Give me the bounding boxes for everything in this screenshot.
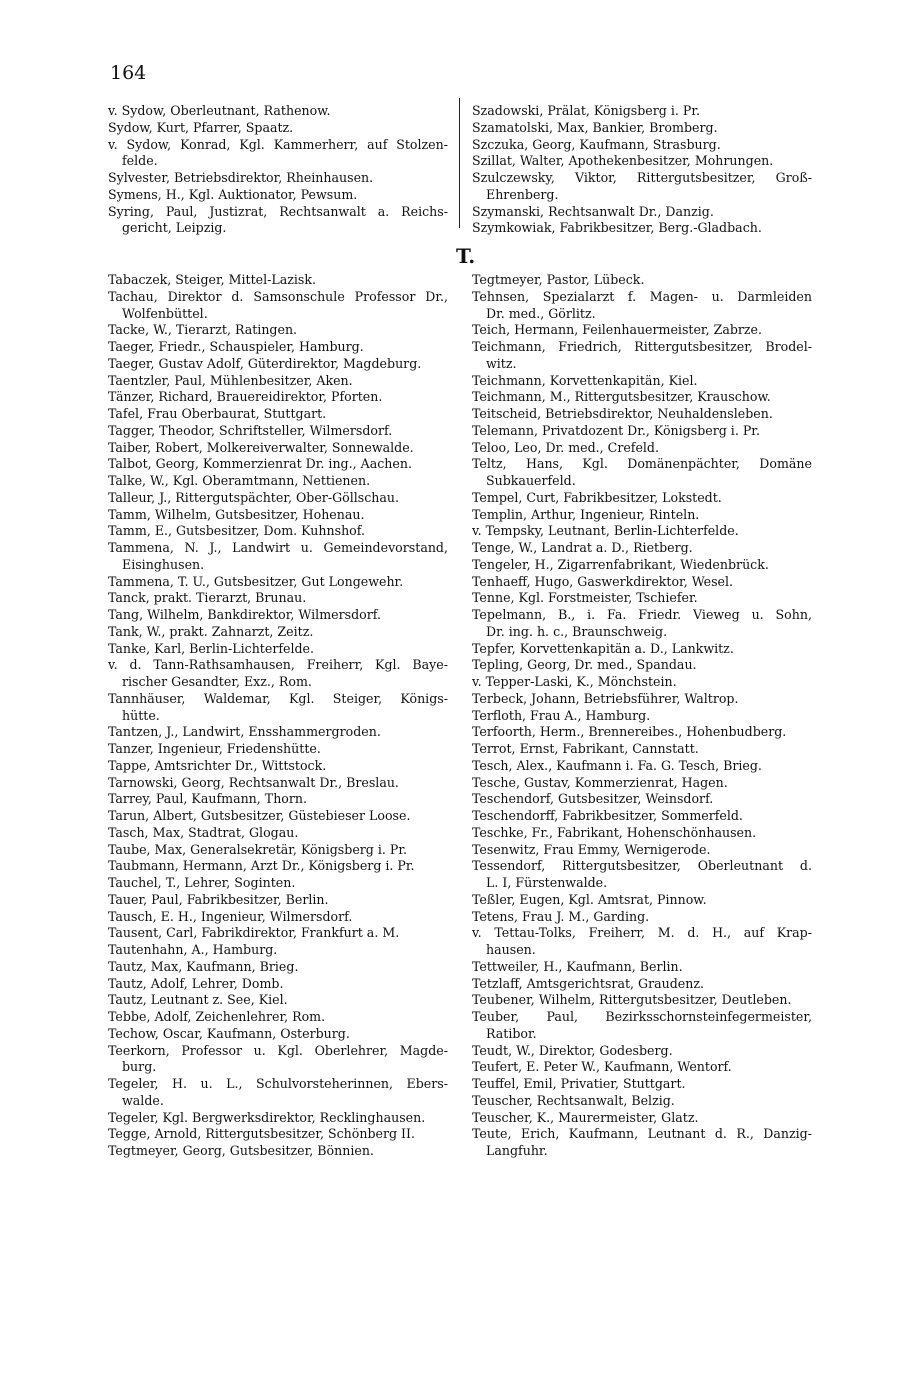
directory-entry xyxy=(108,1009,448,1026)
entry-line: Tempel, Curt, Fabrikbesitzer, Lokstedt. xyxy=(472,489,722,505)
entry-line: Tautz, Adolf, Lehrer, Domb. xyxy=(108,975,284,991)
directory-entry xyxy=(108,1043,448,1077)
section-heading: T. xyxy=(456,244,476,268)
entry-line: Telemann, Privatdozent Dr., Königsberg i. Pr. xyxy=(472,422,760,438)
directory-entry xyxy=(108,657,448,691)
entry-line: Teufert, E. Peter W., Kaufmann, Wentorf. xyxy=(472,1059,732,1075)
directory-column-top-left xyxy=(108,103,448,237)
directory-entry xyxy=(108,406,448,423)
directory-entry xyxy=(472,220,812,237)
directory-entry xyxy=(108,992,448,1009)
entry-continuation-line: walde. xyxy=(122,1092,164,1108)
entry-line: Tenhaeff, Hugo, Gaswerkdirektor, Wesel. xyxy=(472,573,734,589)
entry-line: Taeger, Friedr., Schauspieler, Hamburg. xyxy=(108,339,364,354)
entry-continuation-line: felde. xyxy=(122,153,158,169)
entry-line: Syring, Paul, Justizrat, Rechtsanwalt a. Reichs- xyxy=(108,203,448,219)
directory-entry xyxy=(108,775,448,792)
directory-entry xyxy=(472,440,812,457)
entry-line: Tausent, Carl, Fabrikdirektor, Frankfurt a. M. xyxy=(108,925,400,941)
directory-entry xyxy=(108,204,448,238)
entry-line: Tautenhahn, A., Hamburg. xyxy=(108,942,278,957)
entry-line: Teichmann, Friedrich, Rittergutsbesitzer, Brodel- xyxy=(472,339,812,354)
directory-entry xyxy=(108,691,448,725)
entry-line: Teich, Hermann, Feilenhauermeister, Zabrze. xyxy=(472,322,763,338)
directory-column-t-right xyxy=(472,272,812,1160)
directory-entry xyxy=(108,892,448,909)
directory-entry xyxy=(108,1110,448,1127)
entry-line: Taentzler, Paul, Mühlenbesitzer, Aken. xyxy=(108,372,353,388)
directory-entry xyxy=(108,641,448,658)
entry-line: v. Sydow, Oberleutnant, Rathenow. xyxy=(108,103,331,118)
directory-entry xyxy=(472,992,812,1009)
entry-continuation-line: Subkauerfeld. xyxy=(486,473,576,488)
entry-line: Teute, Erich, Kaufmann, Leutnant d. R., Danzig- xyxy=(472,1126,812,1142)
entry-line: Tacke, W., Tierarzt, Ratingen. xyxy=(108,322,298,338)
directory-entry xyxy=(472,1076,812,1093)
directory-entry xyxy=(108,170,448,187)
directory-entry xyxy=(108,942,448,959)
directory-entry xyxy=(108,540,448,574)
directory-entry xyxy=(108,339,448,356)
directory-entry xyxy=(472,691,812,708)
directory-entry xyxy=(472,153,812,170)
entry-line: Tegtmeyer, Pastor, Lübeck. xyxy=(472,272,645,287)
entry-line: Tafel, Frau Oberbaurat, Stuttgart. xyxy=(108,406,327,421)
entry-line: Terfloth, Frau A., Hamburg. xyxy=(472,707,651,723)
entry-continuation-line: Dr. med., Görlitz. xyxy=(486,305,596,321)
directory-entry xyxy=(472,641,812,658)
entry-line: Templin, Arthur, Ingenieur, Rinteln. xyxy=(472,506,700,522)
directory-entry xyxy=(472,825,812,842)
directory-entry xyxy=(472,389,812,406)
directory-entry xyxy=(472,373,812,390)
directory-entry xyxy=(108,322,448,339)
directory-entry xyxy=(108,842,448,859)
directory-entry xyxy=(108,440,448,457)
entry-line: Teßler, Eugen, Kgl. Amtsrat, Pinnow. xyxy=(472,891,707,907)
directory-entry xyxy=(472,607,812,641)
entry-line: v. d. Tann-Rathsamhausen, Freiherr, Kgl. Baye- xyxy=(108,657,448,673)
entry-line: Szamatolski, Max, Bankier, Bromberg. xyxy=(472,119,718,135)
directory-entry xyxy=(472,858,812,892)
entry-line: Tesch, Alex., Kaufmann i. Fa. G. Tesch, Brieg. xyxy=(472,757,762,773)
directory-entry xyxy=(108,507,448,524)
directory-entry xyxy=(472,120,812,137)
directory-entry xyxy=(472,339,812,373)
directory-entry xyxy=(108,187,448,204)
entry-line: Tepfer, Korvettenkapitän a. D., Lankwitz. xyxy=(472,640,734,656)
entry-line: Tanck, prakt. Tierarzt, Brunau. xyxy=(108,590,307,606)
entry-line: Symens, H., Kgl. Auktionator, Pewsum. xyxy=(108,186,358,202)
entry-line: Szillat, Walter, Apothekenbesitzer, Mohrungen. xyxy=(472,153,774,169)
entry-line: Tepelmann, B., i. Fa. Friedr. Vieweg u. Sohn, xyxy=(472,607,812,622)
entry-line: Szymanski, Rechtsanwalt Dr., Danzig. xyxy=(472,203,714,219)
entry-line: Tegtmeyer, Georg, Gutsbesitzer, Bönnien. xyxy=(108,1143,374,1158)
directory-entry xyxy=(472,708,812,725)
directory-entry xyxy=(108,791,448,808)
directory-entry xyxy=(472,170,812,204)
entry-line: Tarrey, Paul, Kaufmann, Thorn. xyxy=(108,791,308,807)
entry-line: Tegeler, Kgl. Bergwerksdirektor, Recklinghausen. xyxy=(108,1109,426,1125)
entry-line: Teschendorf, Gutsbesitzer, Weinsdorf. xyxy=(472,791,714,807)
entry-line: Teltz, Hans, Kgl. Domänenpächter, Domäne xyxy=(472,456,812,472)
directory-entry xyxy=(472,892,812,909)
entry-line: Talleur, J., Rittergutspächter, Ober-Göllschau. xyxy=(108,489,400,505)
entry-line: Teuber, Paul, Bezirksschornsteinfegermeister, xyxy=(472,1009,812,1024)
directory-entry xyxy=(472,775,812,792)
entry-line: Teichmann, M., Rittergutsbesitzer, Krauschow. xyxy=(472,389,771,405)
entry-line: Tautz, Leutnant z. See, Kiel. xyxy=(108,992,288,1008)
entry-line: Talke, W., Kgl. Oberamtmann, Nettienen. xyxy=(108,473,371,488)
directory-entry xyxy=(472,456,812,490)
directory-entry xyxy=(108,574,448,591)
directory-entry xyxy=(108,1026,448,1043)
entry-line: Tannhäuser, Waldemar, Kgl. Steiger, Königs- xyxy=(108,690,448,706)
entry-line: Taiber, Robert, Molkereiverwalter, Sonnewalde. xyxy=(108,439,414,455)
entry-line: Sylvester, Betriebsdirektor, Rheinhausen. xyxy=(108,170,374,185)
directory-entry xyxy=(472,808,812,825)
directory-entry xyxy=(472,842,812,859)
entry-line: Terfoorth, Herm., Brennereibes., Hohenbudberg. xyxy=(472,724,787,740)
entry-line: Talbot, Georg, Kommerzienrat Dr. ing., Aachen. xyxy=(108,456,412,472)
entry-line: Teuffel, Emil, Privatier, Stuttgart. xyxy=(472,1076,686,1091)
entry-continuation-line: witz. xyxy=(486,355,517,371)
directory-entry xyxy=(472,758,812,775)
entry-line: Tebbe, Adolf, Zeichenlehrer, Rom. xyxy=(108,1009,326,1024)
directory-entry xyxy=(108,741,448,758)
entry-line: Taeger, Gustav Adolf, Güterdirektor, Magdeburg. xyxy=(108,355,422,371)
entry-continuation-line: hausen. xyxy=(486,942,536,957)
directory-entry xyxy=(472,791,812,808)
entry-continuation-line: gericht, Leipzig. xyxy=(122,220,227,236)
directory-entry xyxy=(108,808,448,825)
directory-entry xyxy=(108,1143,448,1160)
entry-line: Tänzer, Richard, Brauereidirektor, Pforten. xyxy=(108,389,383,405)
directory-entry xyxy=(472,925,812,959)
directory-column-top-right xyxy=(472,103,812,237)
entry-line: Taube, Max, Generalsekretär, Königsberg i. Pr. xyxy=(108,841,408,857)
entry-line: Tarun, Albert, Gutsbesitzer, Güstebieser Loose. xyxy=(108,808,411,823)
directory-entry xyxy=(108,758,448,775)
entry-line: Tautz, Max, Kaufmann, Brieg. xyxy=(108,958,299,974)
directory-entry xyxy=(472,674,812,691)
directory-entry xyxy=(108,607,448,624)
directory-column-t-left xyxy=(108,272,448,1160)
entry-line: Teschke, Fr., Fabrikant, Hohenschönhausen. xyxy=(472,824,757,840)
entry-line: Teerkorn, Professor u. Kgl. Oberlehrer, Magde- xyxy=(108,1042,448,1058)
entry-line: Szadowski, Prälat, Königsberg i. Pr. xyxy=(472,103,700,118)
entry-line: Teuscher, K., Maurermeister, Glatz. xyxy=(472,1109,699,1125)
entry-line: Teudt, W., Direktor, Godesberg. xyxy=(472,1042,673,1058)
directory-entry xyxy=(108,473,448,490)
directory-entry xyxy=(472,1009,812,1043)
entry-line: Teloo, Leo, Dr. med., Crefeld. xyxy=(472,439,659,455)
directory-entry xyxy=(472,976,812,993)
entry-line: Szulczewsky, Viktor, Rittergutsbesitzer, Groß- xyxy=(472,170,812,185)
directory-entry xyxy=(472,724,812,741)
entry-line: Tang, Wilhelm, Bankdirektor, Wilmersdorf. xyxy=(108,607,381,622)
directory-entry xyxy=(472,540,812,557)
entry-line: Tammena, N. J., Landwirt u. Gemeindevorstand, xyxy=(108,540,448,555)
entry-line: Tehnsen, Spezialarzt f. Magen- u. Darmleiden xyxy=(472,288,812,304)
directory-entry xyxy=(108,624,448,641)
entry-line: Tappe, Amtsrichter Dr., Wittstock. xyxy=(108,757,327,773)
directory-entry xyxy=(472,204,812,221)
page-number: 164 xyxy=(110,62,147,84)
directory-entry xyxy=(108,875,448,892)
directory-entry xyxy=(108,423,448,440)
entry-line: Sydow, Kurt, Pfarrer, Spaatz. xyxy=(108,119,294,135)
entry-line: v. Tempsky, Leutnant, Berlin-Lichterfelde. xyxy=(472,523,739,539)
directory-entry xyxy=(108,490,448,507)
directory-entry xyxy=(108,909,448,926)
directory-entry xyxy=(472,490,812,507)
entry-line: Tesche, Gustav, Kommerzienrat, Hagen. xyxy=(472,774,728,790)
directory-entry xyxy=(472,1093,812,1110)
entry-continuation-line: Wolfenbüttel. xyxy=(122,305,208,321)
entry-line: v. Tettau-Tolks, Freiherr, M. d. H., auf Krap- xyxy=(472,925,812,941)
entry-line: Terrot, Ernst, Fabrikant, Cannstatt. xyxy=(472,741,699,756)
entry-line: Tepling, Georg, Dr. med., Spandau. xyxy=(472,657,697,673)
entry-line: Taubmann, Hermann, Arzt Dr., Königsberg i. Pr. xyxy=(108,858,415,874)
directory-entry xyxy=(108,373,448,390)
directory-entry xyxy=(108,356,448,373)
directory-entry xyxy=(108,456,448,473)
entry-line: Teubener, Wilhelm, Rittergutsbesitzer, Deutleben. xyxy=(472,992,792,1008)
entry-line: Tenne, Kgl. Forstmeister, Tschiefer. xyxy=(472,590,698,606)
entry-line: Tanke, Karl, Berlin-Lichterfelde. xyxy=(108,640,315,656)
directory-entry xyxy=(472,289,812,323)
entry-continuation-line: rischer Gesandter, Exz., Rom. xyxy=(122,674,312,689)
directory-entry xyxy=(472,103,812,120)
entry-line: Tegge, Arnold, Rittergutsbesitzer, Schönberg II. xyxy=(108,1126,415,1142)
entry-line: Tausch, E. H., Ingenieur, Wilmersdorf. xyxy=(108,908,353,924)
entry-continuation-line: L. I, Fürstenwalde. xyxy=(486,875,608,890)
entry-line: Szczuka, Georg, Kaufmann, Strasburg. xyxy=(472,136,721,152)
directory-entry xyxy=(108,959,448,976)
entry-line: Szymkowiak, Fabrikbesitzer, Berg.-Gladbach. xyxy=(472,220,762,236)
directory-entry xyxy=(108,289,448,323)
entry-line: Tettweiler, H., Kaufmann, Berlin. xyxy=(472,958,683,974)
directory-entry xyxy=(108,523,448,540)
directory-entry xyxy=(472,657,812,674)
entry-line: Tabaczek, Steiger, Mittel-Lazisk. xyxy=(108,272,317,287)
directory-entry xyxy=(472,406,812,423)
entry-line: Tetzlaff, Amtsgerichtsrat, Graudenz. xyxy=(472,975,704,991)
entry-continuation-line: Dr. ing. h. c., Braunschweig. xyxy=(486,623,668,639)
directory-entry xyxy=(108,976,448,993)
entry-line: Tamm, E., Gutsbesitzer, Dom. Kuhnshof. xyxy=(108,523,365,539)
directory-entry xyxy=(472,322,812,339)
entry-line: Tauchel, T., Lehrer, Soginten. xyxy=(108,875,296,890)
directory-entry xyxy=(108,724,448,741)
directory-entry xyxy=(108,1126,448,1143)
directory-entry xyxy=(472,137,812,154)
directory-entry xyxy=(472,1043,812,1060)
directory-entry xyxy=(472,557,812,574)
directory-entry xyxy=(108,389,448,406)
entry-line: Terbeck, Johann, Betriebsführer, Waltrop. xyxy=(472,690,739,706)
directory-entry xyxy=(472,1126,812,1160)
entry-line: Tenge, W., Landrat a. D., Rietberg. xyxy=(472,540,693,555)
directory-entry xyxy=(472,507,812,524)
entry-line: v. Sydow, Konrad, Kgl. Kammerherr, auf Stolzen- xyxy=(108,136,448,152)
directory-entry xyxy=(108,590,448,607)
directory-entry xyxy=(108,137,448,171)
directory-entry xyxy=(108,272,448,289)
entry-line: Tantzen, J., Landwirt, Ensshammergroden. xyxy=(108,724,381,740)
entry-line: Tank, W., prakt. Zahnarzt, Zeitz. xyxy=(108,623,314,639)
directory-entry xyxy=(472,959,812,976)
directory-entry xyxy=(108,120,448,137)
directory-entry xyxy=(108,858,448,875)
entry-line: Teitscheid, Betriebsdirektor, Neuhaldensleben. xyxy=(472,406,773,421)
directory-entry xyxy=(472,1110,812,1127)
entry-line: Tarnowski, Georg, Rechtsanwalt Dr., Breslau. xyxy=(108,774,399,790)
entry-line: Teuscher, Rechtsanwalt, Belzig. xyxy=(472,1092,675,1108)
entry-continuation-line: Ehrenberg. xyxy=(486,186,559,202)
entry-line: Tagger, Theodor, Schriftsteller, Wilmersdorf. xyxy=(108,422,393,438)
entry-continuation-line: Eisinghusen. xyxy=(122,556,205,572)
entry-line: Teichmann, Korvettenkapitän, Kiel. xyxy=(472,372,698,388)
entry-line: Tanzer, Ingenieur, Friedenshütte. xyxy=(108,741,321,756)
directory-entry xyxy=(108,1076,448,1110)
entry-line: Tengeler, H., Zigarrenfabrikant, Wiedenbrück. xyxy=(472,556,769,572)
entry-continuation-line: hütte. xyxy=(122,707,160,723)
entry-line: Tasch, Max, Stadtrat, Glogau. xyxy=(108,824,299,840)
entry-line: Tessendorf, Rittergutsbesitzer, Oberleutnant d. xyxy=(472,858,812,874)
entry-line: Tamm, Wilhelm, Gutsbesitzer, Hohenau. xyxy=(108,506,365,522)
entry-line: Tetens, Frau J. M., Garding. xyxy=(472,908,650,924)
directory-entry xyxy=(108,925,448,942)
directory-entry xyxy=(472,909,812,926)
entry-line: Tauer, Paul, Fabrikbesitzer, Berlin. xyxy=(108,891,329,907)
directory-entry xyxy=(472,590,812,607)
directory-entry xyxy=(472,423,812,440)
directory-entry xyxy=(472,1059,812,1076)
directory-entry xyxy=(108,103,448,120)
entry-line: v. Tepper-Laski, K., Mönchstein. xyxy=(472,674,677,689)
entry-continuation-line: Langfuhr. xyxy=(486,1143,548,1158)
entry-continuation-line: burg. xyxy=(122,1059,157,1075)
entry-line: Tammena, T. U., Gutsbesitzer, Gut Longewehr. xyxy=(108,573,404,589)
directory-entry xyxy=(472,523,812,540)
entry-continuation-line: Ratibor. xyxy=(486,1025,537,1041)
entry-line: Tegeler, H. u. L., Schulvorsteherinnen, Ebers- xyxy=(108,1076,448,1091)
entry-line: Teschendorff, Fabrikbesitzer, Sommerfeld. xyxy=(472,808,743,823)
directory-entry xyxy=(472,272,812,289)
entry-line: Techow, Oscar, Kaufmann, Osterburg. xyxy=(108,1025,350,1041)
entry-line: Tesenwitz, Frau Emmy, Wernigerode. xyxy=(472,841,711,857)
directory-entry xyxy=(108,825,448,842)
directory-entry xyxy=(472,741,812,758)
entry-line: Tachau, Direktor d. Samsonschule Professor Dr., xyxy=(108,288,448,304)
directory-entry xyxy=(472,574,812,591)
column-divider xyxy=(459,98,460,228)
